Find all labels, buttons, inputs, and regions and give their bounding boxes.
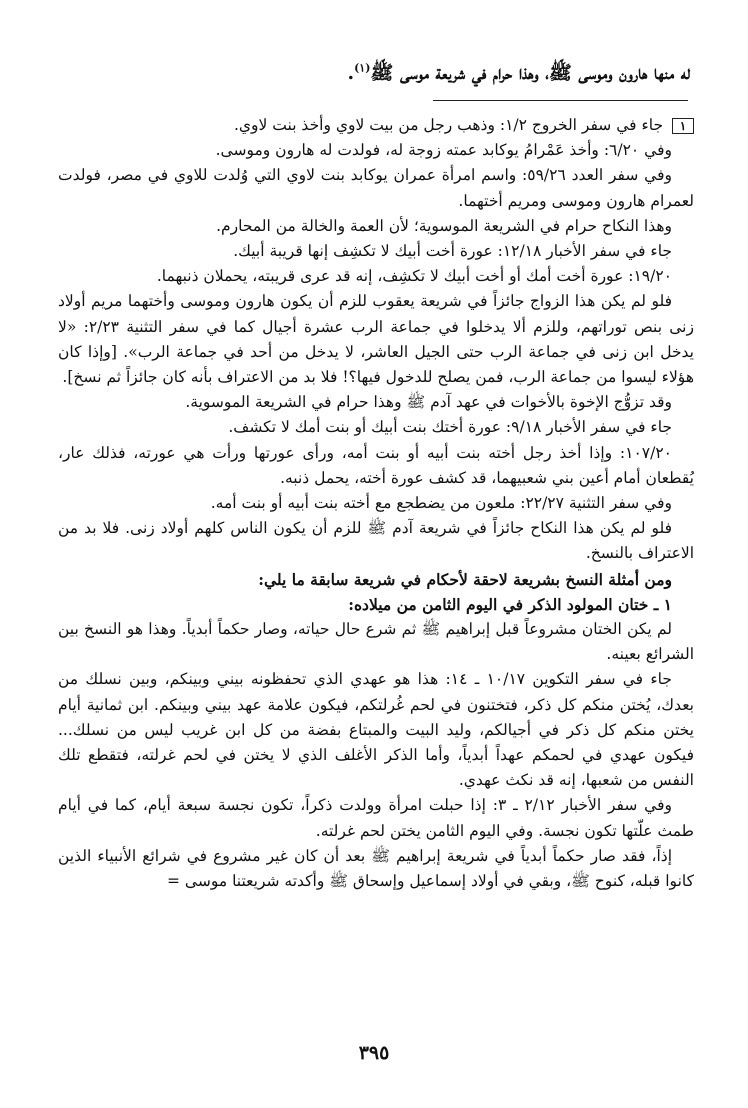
footnote-paragraph [58,667,694,793]
footnote-paragraph-text: فلو لم يكن هذا الزواج جائزاً في شريعة يعقوب للزم أن يكون هارون وموسى وأختهما مريم أولاد زنى بنص توراتهم، وللزم ألا يدخلوا في جماعة الرب عشرة أجيال كما في سفر التثنية ٢/٢٣: «لا يدخل ابن زنى في جماعة الرب حتى الجيل العاشر، لا يدخل من أحد في جماعة الرب». [وإذا كان هؤلاء ليسوا من جماعة الرب، فمن يصلح للدخول فيها؟! فلا بد من الاعتراف بأنه كان جائزاً ثم نسخ]. [58,292,694,387]
main-text-line: له منها هارون وموسى ﷺ، وهذا حرام في شريعة موسى ﷺ [370,62,690,84]
footnote-paragraph [58,491,694,516]
footnote-separator [433,100,688,101]
footnote-paragraph-text: ١ ـ ختان المولود الذكر في اليوم الثامن من ميلاده: [348,594,672,614]
page-number: ٣٩٥ [358,1042,390,1064]
footnote-paragraph-text: جاء في سفر التكوين ١٠/١٧ ـ ١٤: هذا هو عهدي الذي تحفظونه بيني وبينكم، وبين نسلك من بعدك، يُختن منكم كل ذكر، فتختنون في لحم غُرلتكم، فيكون علامة عهد بيني وبينكم. ابن ثمانية أيام يختن منكم كل ذكر في أجيالكم، وليد البيت والمبتاع بفضة من كل ابن غريب ليس من نسلك... فيكون عهدي في لحمكم عهداً أبدياً، وأما الذكر الأغلف الذي لا يختن في لحم غرلته، فتقطع تلك النفس من شعبها، إنه قد نكث عهدي. [58,670,694,790]
footnote-paragraph-text: وفي ٦/٢٠: وأخذ عَمْرامُ يوكابد عمته زوجة له، فولدت له هارون وموسى. [215,141,672,160]
footnote-paragraph [58,163,694,213]
footnote-paragraph [58,592,694,617]
footnote-paragraph-text: جاء في سفر الأخبار ٩/١٨: عورة أختك بنت أبيك أو بنت أمك لا تكشف. [228,418,672,437]
footnote-paragraph [58,113,694,138]
footnote-paragraph-text: وهذا النكاح حرام في الشريعة الموسوية؛ لأن العمة والخالة من المحارم. [216,216,672,235]
footnote-paragraph [58,264,694,289]
footnote-paragraph-text: إذاً، فقد صار حكماً أبدياً في شريعة إبراهيم ﷺ بعد أن كان غير مشروع في شرائع الأنبياء الذين كانوا قبله، كنوح ﷺ، وبقي في أولاد إسماعيل وإسحاق ﷺ وأكدته شريعتنا موسى = [58,846,694,891]
footnote-paragraph-text: وقد تزوُّج الإخوة بالأخوات في عهد آدم ﷺ وهذا حرام في الشريعة الموسوية. [185,393,672,412]
footnote-paragraph [58,441,694,491]
footnote-paragraph [58,239,694,264]
footnote-paragraph-text: فلو لم يكن هذا النكاح جائزاً في شريعة آدم ﷺ للزم أن يكون الناس كلهم أولاد زنى. فلا بد من الاعتراف بالنسخ. [58,519,694,563]
footnote-paragraph-text: جاء في سفر الخروج ١/٢: وذهب رجل من بيت لاوي وأخذ بنت لاوي. [233,116,664,134]
footnote-paragraph [58,844,694,894]
footnote-paragraph-text: وفي سفر التثنية ٢٢/٢٧: ملعون من يضطجع مع أخته بنت أبيه أو بنت أمه. [210,494,672,513]
main-text [58,58,690,88]
footnote-paragraph [58,793,694,843]
footnote-paragraph [58,415,694,440]
footnote-paragraph [58,138,694,163]
footnote-paragraph [58,516,694,566]
footnote-paragraph [58,390,694,415]
footnote-marker: ١ [672,118,694,134]
footnote-paragraph [58,289,694,390]
footnote-paragraph-text: وفي سفر العدد ٥٩/٢٦: واسم امرأة عمران يوكابد بنت لاوي التي وُلدت للاوي في مصر، فولدت لعمرام هارون وموسى ومريم أختهما. [58,166,694,210]
main-text-end: . [347,62,355,84]
footnote-paragraph-text: ومن أمثلة النسخ بشريعة لاحقة لأحكام في شريعة سابقة ما يلي: [258,569,672,589]
footnote-paragraph-text: ١٩/٢٠: عورة أخت أمك أو أخت أبيك لا تكشِف، إنه قد عرى قريبته، يحملان ذنبهما. [156,267,672,286]
footnote-paragraph-text: ١٠٧/٢٠: وإذا أخذ رجل أخته بنت أبيه أو بنت أمه، ورأى عورتها ورأت هي عورته، فذلك عار، يُقطعان أمام أعين بني شعبيهما، قد كشف عورة أخته، يحمل ذنبه. [58,443,694,487]
footnote-paragraph-text: جاء في سفر الأخبار ١٢/١٨: عورة أخت أبيك لا تكشِف إنها قريبة أبيك. [233,242,672,261]
footnote-block [58,113,694,894]
footnote-paragraph-text: لم يكن الختان مشروعاً قبل إبراهيم ﷺ ثم شرع حال حياته، وصار حكماً أبدياً. وهذا هو النسخ بين الشرائع بعينه. [58,620,694,664]
footnote-paragraph [58,567,694,592]
footnote-reference: (١) [354,61,371,75]
footnote-paragraph-text: وفي سفر الأخبار ٢/١٢ ـ ٣: إذا حبلت امرأة وولدت ذكراً، تكون نجسة سبعة أيام، كما في أيام طمث علّتها تكون نجسة. وفي اليوم الثامن يختن لحم غرلته. [58,796,694,840]
footnote-paragraph [58,617,694,667]
footnote-paragraph [58,214,694,239]
